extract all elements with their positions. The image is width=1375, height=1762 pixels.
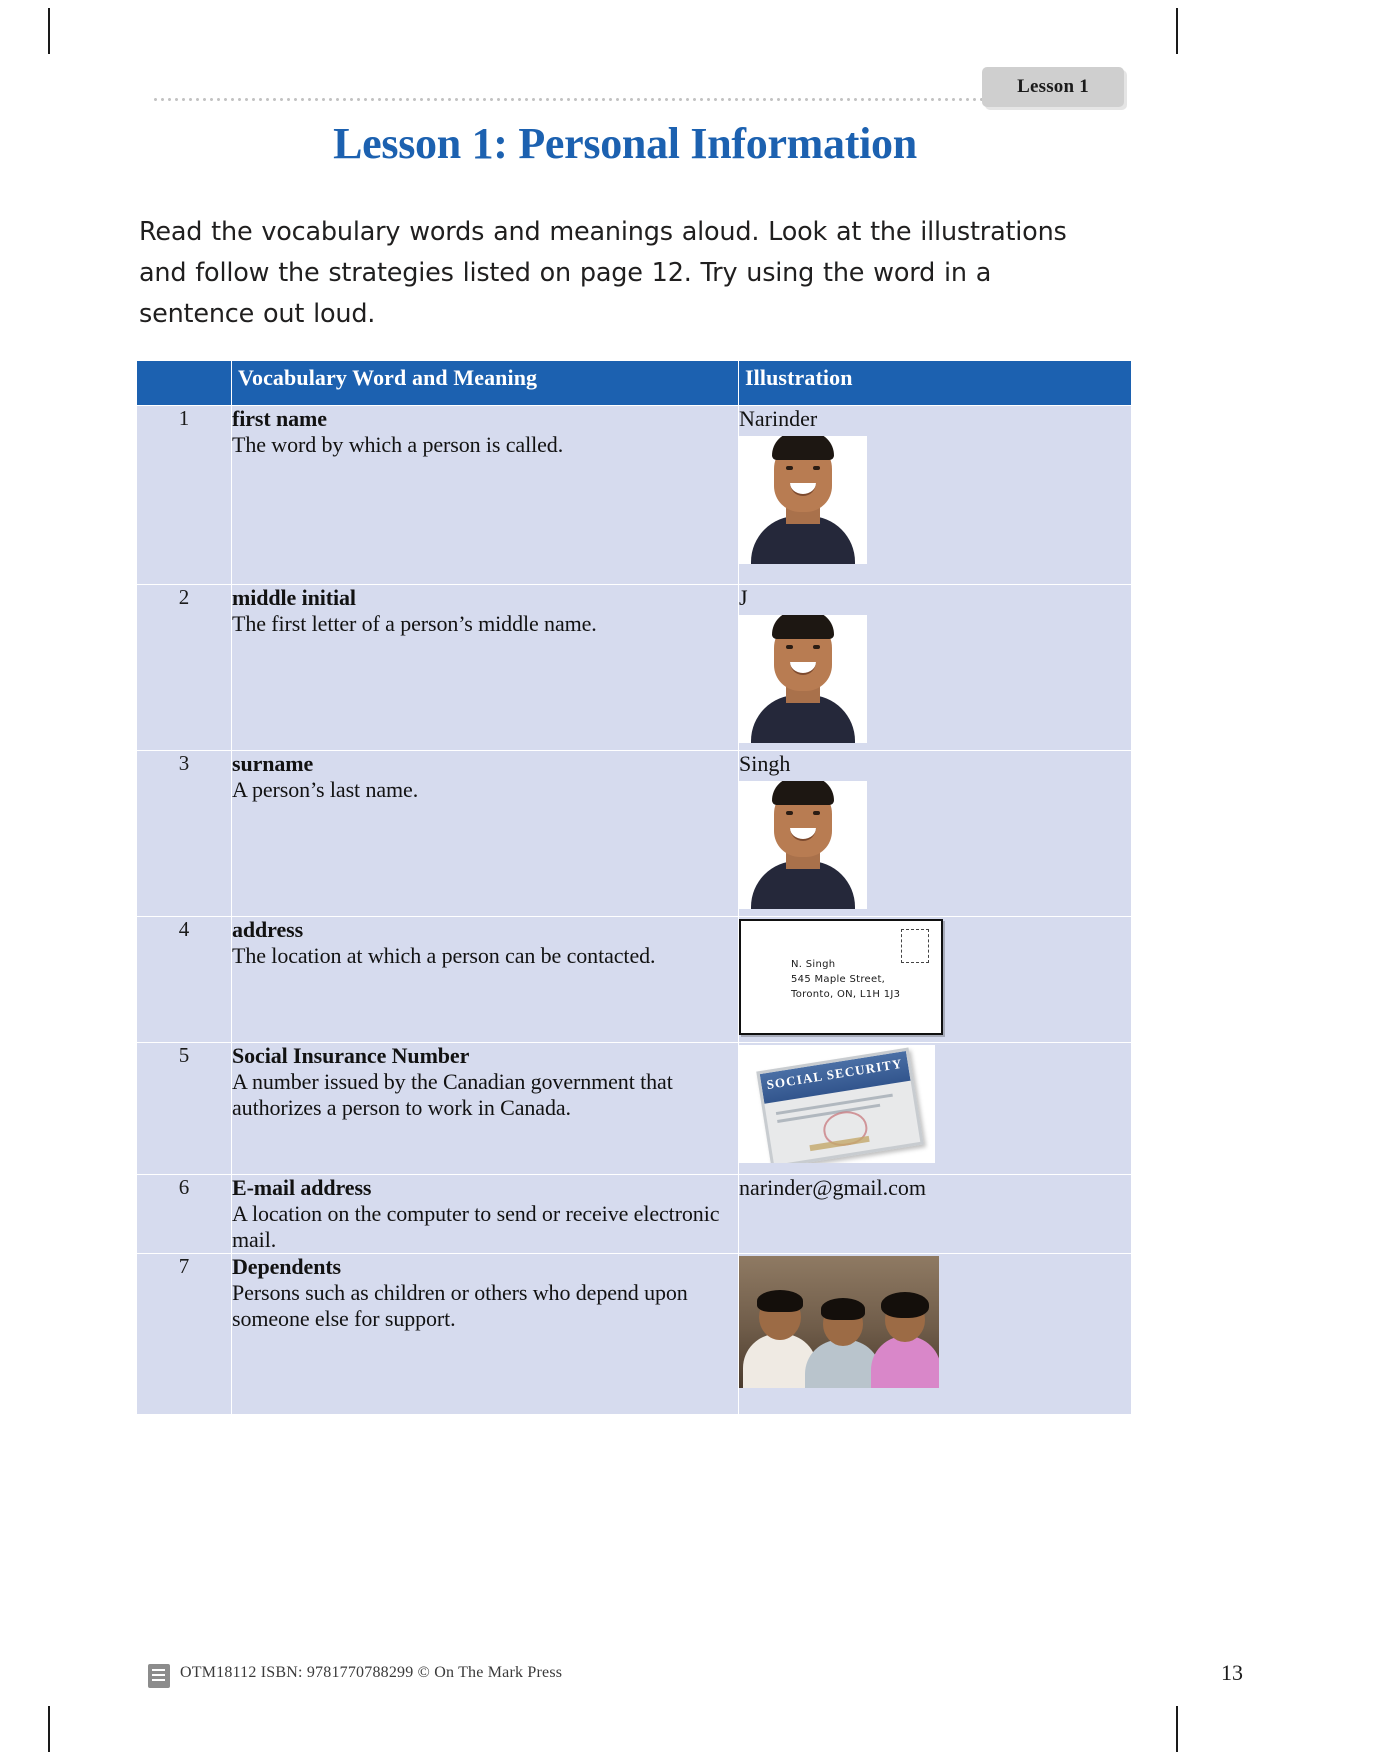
- page-number: 13: [1221, 1660, 1243, 1685]
- envelope-address-line-3: Toronto, ON, L1H 1J3: [791, 989, 901, 1000]
- vocabulary-term: middle initial: [232, 585, 356, 610]
- row-number: 5: [137, 1043, 232, 1175]
- table-row: [137, 1254, 1132, 1415]
- row-number: 7: [137, 1254, 232, 1415]
- column-header-word: Vocabulary Word and Meaning: [232, 361, 739, 406]
- portrait-photo: [739, 781, 867, 909]
- envelope-address: [791, 957, 900, 1002]
- row-illustration-cell: [739, 917, 1132, 1043]
- vocabulary-term: first name: [232, 406, 327, 431]
- vocabulary-term: Social Insurance Number: [232, 1043, 470, 1068]
- crop-mark-top-left: [48, 8, 50, 54]
- lesson-tab: Lesson 1: [982, 67, 1124, 107]
- vocabulary-definition: The word by which a person is called.: [232, 432, 564, 457]
- illustration-label: Singh: [739, 751, 791, 776]
- social-security-card-illustration: [739, 1045, 935, 1163]
- illustration-label: narinder@gmail.com: [739, 1175, 927, 1200]
- table-row: [137, 406, 1132, 585]
- table-header: [137, 361, 1132, 406]
- vocabulary-table: [136, 360, 1132, 1415]
- vocabulary-term: Dependents: [232, 1254, 342, 1279]
- column-header-number: [137, 361, 232, 406]
- table-header-row: [137, 361, 1132, 406]
- vocabulary-term: E-mail address: [232, 1175, 372, 1200]
- table-row: [137, 1175, 1132, 1254]
- vocabulary-definition: Persons such as children or others who depend upon someone else for support.: [232, 1280, 688, 1331]
- stamp-box-icon: [901, 929, 929, 963]
- envelope-illustration: [739, 919, 943, 1035]
- column-header-illustration: Illustration: [739, 361, 1132, 406]
- illustration-label: J: [739, 585, 748, 610]
- illustration-label: Narinder: [739, 406, 818, 431]
- row-word-cell: [232, 1254, 739, 1415]
- row-illustration-cell: [739, 751, 1132, 917]
- row-illustration-cell: [739, 1043, 1132, 1175]
- row-illustration-cell: [739, 1175, 1132, 1254]
- crop-mark-bottom-right: [1176, 1706, 1178, 1752]
- dotted-rule-divider: [152, 97, 982, 102]
- row-illustration-cell: [739, 585, 1132, 751]
- intro-paragraph: Read the vocabulary words and meanings aloud. Look at the illustrations and follow the strategies listed on page 12. Try using the word in a sentence out loud.: [139, 217, 1067, 329]
- row-illustration-cell: [739, 1254, 1132, 1415]
- row-word-cell: [232, 1175, 739, 1254]
- page-title: Lesson 1: Personal Information: [333, 119, 917, 168]
- row-illustration-cell: [739, 406, 1132, 585]
- row-number: 1: [137, 406, 232, 585]
- footer-imprint: OTM18112 ISBN: 9781770788299 © On The Mark Press: [180, 1664, 563, 1681]
- table-row: [137, 1043, 1132, 1175]
- row-number: 4: [137, 917, 232, 1043]
- envelope-address-line-1: N. Singh: [791, 959, 836, 970]
- row-number: 3: [137, 751, 232, 917]
- table-row: [137, 917, 1132, 1043]
- row-word-cell: [232, 751, 739, 917]
- crop-mark-bottom-left: [48, 1706, 50, 1752]
- crop-mark-top-right: [1176, 8, 1178, 54]
- row-word-cell: [232, 406, 739, 585]
- vocabulary-definition: A person’s last name.: [232, 777, 419, 802]
- vocabulary-term: address: [232, 917, 304, 942]
- row-number: 2: [137, 585, 232, 751]
- envelope-address-line-2: 545 Maple Street,: [791, 974, 886, 985]
- social-security-card: [756, 1048, 923, 1163]
- document-icon: [148, 1664, 170, 1688]
- row-word-cell: [232, 585, 739, 751]
- vocabulary-definition: The first letter of a person’s middle name.: [232, 611, 597, 636]
- table-row: [137, 585, 1132, 751]
- row-word-cell: [232, 1043, 739, 1175]
- table-body: [137, 406, 1132, 1415]
- row-word-cell: [232, 917, 739, 1043]
- children-photo: [739, 1256, 939, 1388]
- vocabulary-definition: A number issued by the Canadian government that authorizes a person to work in Canada.: [232, 1069, 673, 1120]
- vocabulary-definition: A location on the computer to send or receive electronic mail.: [232, 1201, 720, 1252]
- table-row: [137, 751, 1132, 917]
- portrait-photo: [739, 436, 867, 564]
- portrait-photo: [739, 615, 867, 743]
- row-number: 6: [137, 1175, 232, 1254]
- card-band-text: SOCIAL SECURITY: [765, 1055, 904, 1093]
- vocabulary-definition: The location at which a person can be contacted.: [232, 943, 656, 968]
- vocabulary-term: surname: [232, 751, 314, 776]
